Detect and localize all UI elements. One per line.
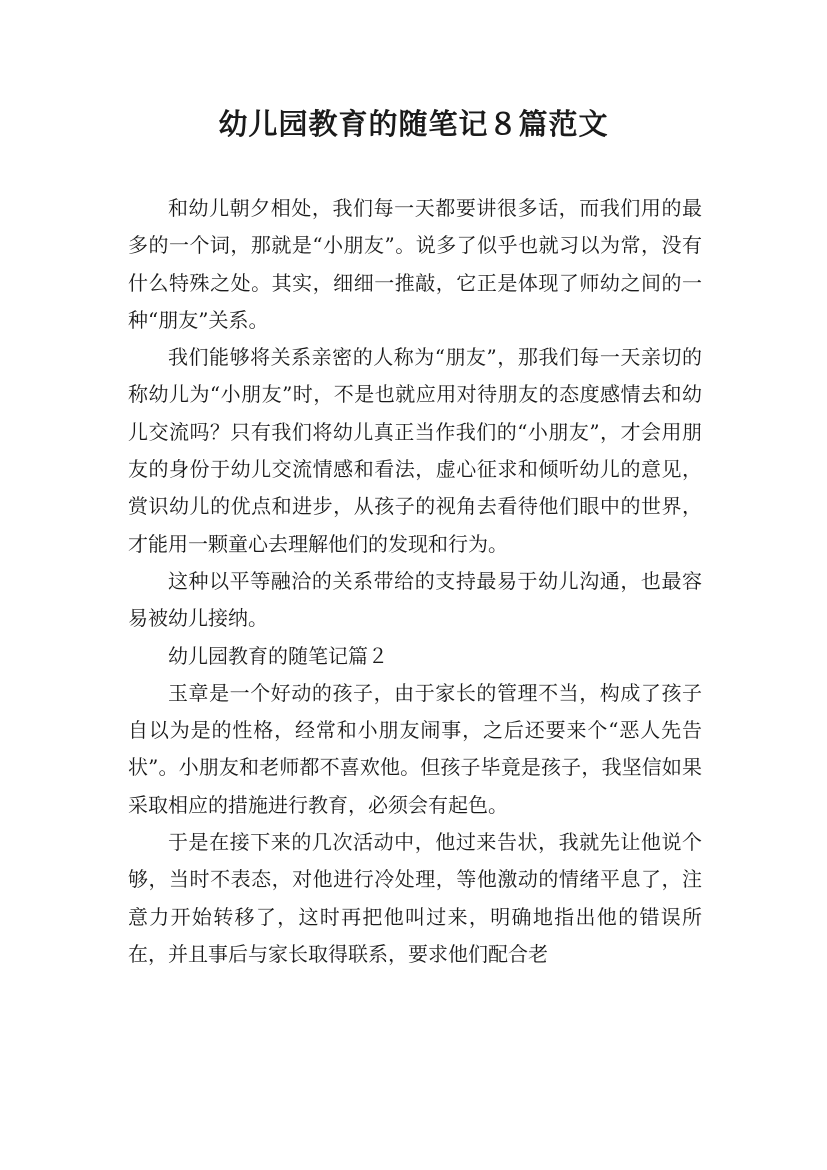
document-body — [128, 190, 702, 973]
paragraph-4: 玉章是一个好动的孩子，由于家长的管理不当，构成了孩子自以为是的性格，经常和小朋友闹事，之后还要来个“恶人先告状”。小朋友和老师都不喜欢他。但孩子毕竟是孩子，我坚信如果采取相应的措施进行教育，必须会有起色。 — [128, 680, 702, 817]
paragraph-3: 这种以平等融洽的关系带给的支持最易于幼儿沟通，也最容易被幼儿接纳。 — [128, 568, 702, 631]
paragraph-5: 于是在接下来的几次活动中，他过来告状，我就先让他说个够，当时不表态，对他进行冷处理，等他激动的情绪平息了，注意力开始转移了，这时再把他叫过来，明确地指出他的错误所在，并且事后与家长取得联系，要求他们配合老 — [128, 830, 702, 966]
paragraph-1: 和幼儿朝夕相处，我们每一天都要讲很多话，而我们用的最多的一个词，那就是“小朋友”。说多了似乎也就习以为常，没有什么特殊之处。其实，细细一推敲，它正是体现了师幼之间的一种“朋友”关系。 — [128, 196, 702, 332]
section-heading: 幼儿园教育的随笔记篇２ — [168, 643, 388, 668]
paragraph-2: 我们能够将关系亲密的人称为“朋友”，那我们每一天亲切的称幼儿为“小朋友”时，不是也就应用对待朋友的态度感情去和幼儿交流吗？只有我们将幼儿真正当作我们的“小朋友”，才会用朋友的身份于幼儿交流情感和看法，虚心征求和倾听幼儿的意见，赏识幼儿的优点和进步，从孩子的视角去看待他们眼中的世界，才能用一颗童心去理解他们的发现和行为。 — [128, 345, 702, 556]
document-title: 幼儿园教育的随笔记８篇范文 — [218, 107, 609, 141]
